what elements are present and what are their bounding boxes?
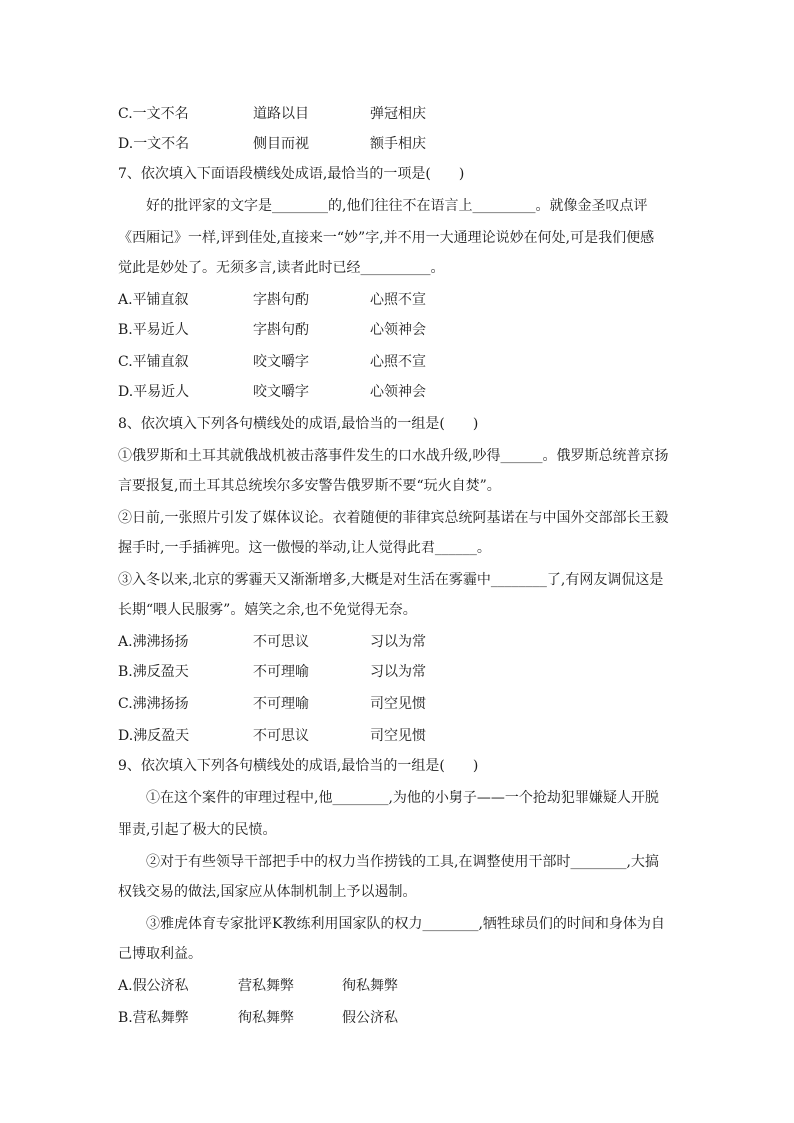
option-idiom-2: 不可理喻 (253, 696, 309, 712)
q9-sentence-line: ③雅虎体育专家批评K教练利用国家队的权力________,牺牲球员们的时间和身体为自 (146, 916, 665, 932)
option-letter: C. (118, 354, 133, 370)
q8-sentence-line: 握手时,一手插裤兜。这一傲慢的举动,让人觉得此君______。 (118, 540, 491, 556)
option-idiom-2: 侧目而视 (253, 136, 309, 152)
q9-sentence-line: ②对于有些领导干部把手中的权力当作捞钱的工具,在调整使用干部时________,大搞 (146, 854, 659, 870)
option-idiom-3: 习以为常 (370, 664, 426, 680)
option-letter-and-a (118, 726, 189, 746)
option-letter-and-a (118, 662, 189, 682)
option-idiom-2: 徇私舞弊 (238, 1010, 294, 1026)
option-idiom-1: 一文不名 (132, 106, 189, 122)
q8-stem: 8、依次填入下列各句横线处的成语,最恰当的一组是( ) (118, 416, 479, 432)
option-idiom-3: 弹冠相庆 (370, 106, 426, 122)
option-idiom-1: 一文不名 (133, 136, 190, 152)
option-letter-and-a (118, 352, 189, 372)
option-idiom-3: 徇私舞弊 (342, 978, 398, 994)
option-letter: A. (118, 634, 133, 650)
option-letter: D. (118, 728, 134, 744)
q9-sentence-line: 权钱交易的做法,国家应从体制机制上予以遏制。 (118, 884, 417, 900)
option-letter: B. (118, 664, 133, 680)
option-idiom-3: 心照不宣 (370, 354, 426, 370)
option-letter: B. (118, 1010, 133, 1026)
option-idiom-1: 沸沸扬扬 (132, 696, 189, 712)
option-letter: D. (118, 384, 134, 400)
option-letter-and-a (118, 134, 189, 154)
option-idiom-1: 沸沸扬扬 (132, 634, 189, 650)
q7-stem: 7、依次填入下面语段横线处成语,最恰当的一项是( ) (118, 166, 465, 182)
option-idiom-2: 咬文嚼字 (253, 354, 309, 370)
q8-sentence-line: ③入冬以来,北京的雾霾天又渐渐增多,大概是对生活在雾霾中________了,有网友调侃这是 (118, 572, 664, 588)
option-idiom-2: 不可思议 (253, 728, 309, 744)
option-letter: B. (118, 322, 133, 338)
q9-sentence-line: ①在这个案件的审理过程中,他________,为他的小舅子——一个抢劫犯罪嫌疑人开脱 (146, 790, 659, 806)
option-idiom-2: 不可理喻 (253, 664, 309, 680)
option-idiom-2: 咬文嚼字 (253, 384, 309, 400)
option-letter-and-a (118, 104, 189, 124)
option-idiom-3: 额手相庆 (370, 136, 426, 152)
q9-sentence-line: 己博取利益。 (118, 946, 202, 962)
q8-sentence-line: 言要报复,而土耳其总统埃尔多安警告俄罗斯不要“玩火自焚”。 (118, 478, 501, 494)
option-letter-and-a (118, 382, 189, 402)
option-idiom-3: 假公济私 (342, 1010, 398, 1026)
option-letter-and-a (118, 632, 189, 652)
option-idiom-1: 营私舞弊 (132, 1010, 189, 1026)
option-letter-and-a (118, 976, 189, 996)
option-idiom-3: 心领神会 (370, 322, 426, 338)
option-letter-and-a (118, 320, 189, 340)
q8-sentence-line: ①俄罗斯和土耳其就俄战机被击落事件发生的口水战升级,吵得______。俄罗斯总统普京扬 (118, 448, 669, 464)
option-idiom-2: 字斟句酌 (253, 322, 309, 338)
option-idiom-1: 平易近人 (133, 384, 190, 400)
option-idiom-1: 平铺直叙 (132, 292, 189, 308)
option-idiom-1: 平铺直叙 (132, 354, 189, 370)
option-idiom-1: 假公济私 (132, 978, 189, 994)
option-letter-and-a (118, 694, 189, 714)
option-idiom-2: 不可思议 (253, 634, 309, 650)
option-letter: C. (118, 696, 133, 712)
option-letter-and-a (118, 1008, 189, 1028)
option-letter: A. (118, 978, 133, 994)
option-letter: D. (118, 136, 134, 152)
option-idiom-2: 字斟句酌 (253, 292, 309, 308)
option-letter: C. (118, 106, 133, 122)
option-idiom-1: 平易近人 (132, 322, 189, 338)
option-idiom-1: 沸反盈天 (132, 664, 189, 680)
option-letter: A. (118, 292, 133, 308)
option-idiom-3: 心领神会 (370, 384, 426, 400)
option-idiom-3: 习以为常 (370, 634, 426, 650)
option-idiom-2: 道路以目 (253, 106, 309, 122)
q7-passage-line: 《西厢记》一样,评到佳处,直接来一“妙”字,并不用一大通理论说妙在何处,可是我们便感 (118, 230, 655, 246)
q8-sentence-line: 长期“喂人民服雾”。嬉笑之余,也不免觉得无奈。 (118, 602, 417, 618)
option-idiom-3: 司空见惯 (370, 696, 426, 712)
option-idiom-3: 心照不宣 (370, 292, 426, 308)
q7-passage-line: 觉此是妙处了。无须多言,读者此时已经__________。 (118, 260, 445, 276)
option-idiom-3: 司空见惯 (370, 728, 426, 744)
option-idiom-2: 营私舞弊 (238, 978, 294, 994)
q8-sentence-line: ②日前,一张照片引发了媒体议论。衣着随便的菲律宾总统阿基诺在与中国外交部部长王毅 (118, 510, 669, 526)
q9-sentence-line: 罪责,引起了极大的民愤。 (118, 822, 277, 838)
option-idiom-1: 沸反盈天 (133, 728, 190, 744)
q7-passage-line: 好的批评家的文字是________的,他们往往不在语言上_________。就像金圣叹点评 (146, 198, 648, 214)
option-letter-and-a (118, 290, 189, 310)
q9-stem: 9、依次填入下列各句横线处的成语,最恰当的一组是( ) (118, 758, 479, 774)
